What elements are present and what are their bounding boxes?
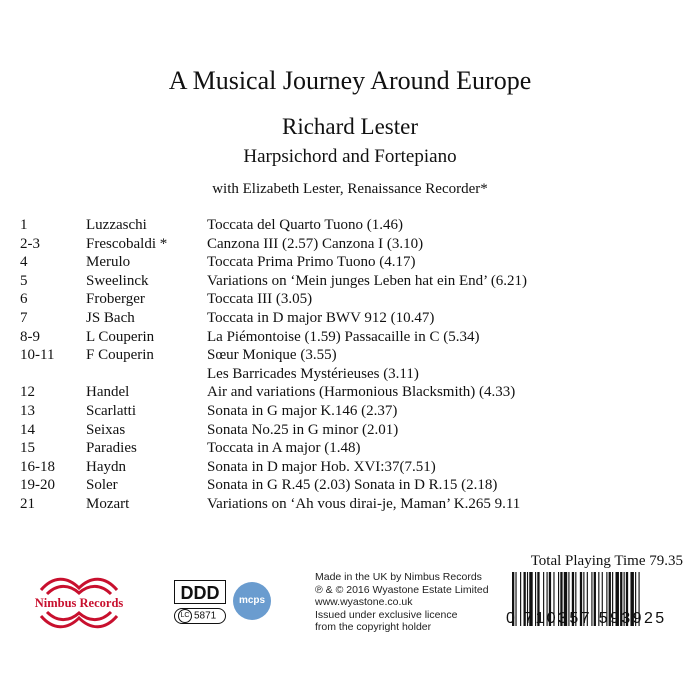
track-number: 4 [20, 254, 28, 271]
track-work: Toccata Prima Primo Tuono (4.17) [207, 254, 416, 271]
info-line: Made in the UK by Nimbus Records [315, 571, 482, 583]
track-row [20, 402, 690, 421]
track-number: 2-3 [20, 235, 40, 252]
track-work: Toccata del Quarto Tuono (1.46) [207, 217, 403, 233]
track-work: Sœur Monique (3.55) [207, 347, 337, 364]
track-number: 10-11 [20, 347, 55, 364]
track-composer: Luzzaschi [86, 217, 147, 233]
info-line: Issued under exclusive licence [315, 608, 458, 621]
track-work: Air and variations (Harmonious Blacksmith) (4.33) [207, 384, 516, 401]
track-row [20, 421, 690, 440]
track-list [20, 216, 690, 514]
logo-text: Nimbus Records [34, 596, 124, 610]
track-row [20, 290, 690, 309]
track-composer: JS Bach [86, 309, 135, 326]
track-work: Variations on ‘Ah vous dirai-je, Maman’ K.265 9.11 [207, 495, 521, 512]
track-row [20, 365, 690, 384]
track-composer: L Couperin [86, 328, 155, 345]
with-credit: with Elizabeth Lester, Renaissance Recorder* [212, 181, 488, 197]
track-row [20, 309, 690, 328]
track-number: 14 [20, 421, 35, 438]
track-work: Sonata in G major K.146 (2.37) [207, 402, 398, 419]
track-number: 21 [20, 495, 35, 512]
track-number: 15 [20, 440, 35, 457]
track-number: 19-20 [20, 477, 55, 494]
track-work: La Piémontoise (1.59) Passacaille in C (5.34) [207, 328, 480, 345]
track-number: 6 [20, 291, 28, 308]
track-work: Toccata in D major BWV 912 (10.47) [207, 309, 435, 326]
track-composer: Mozart [86, 495, 130, 512]
track-number: 7 [20, 309, 28, 326]
track-row [20, 439, 690, 458]
track-composer: Froberger [86, 291, 145, 308]
track-work: Sonata in D major Hob. XVI:37(7.51) [207, 458, 436, 475]
artist-name: Richard Lester [281, 114, 419, 139]
publisher-info [315, 571, 489, 634]
track-row [20, 383, 690, 402]
info-line: from the copyright holder [315, 621, 432, 634]
track-composer: Haydn [86, 458, 126, 475]
album-title: A Musical Journey Around Europe [168, 66, 532, 95]
track-work: Toccata III (3.05) [207, 291, 313, 308]
track-composer: Soler [86, 477, 118, 494]
track-work: Sonata No.25 in G minor (2.01) [207, 421, 399, 438]
track-composer: Handel [86, 384, 130, 401]
label-code [174, 608, 226, 624]
track-work: Canzona III (2.57) Canzona I (3.10) [207, 235, 424, 252]
track-row [20, 495, 690, 514]
ddd-badge: DDD [174, 580, 226, 604]
track-row [20, 328, 690, 347]
instruments: Harpsichord and Fortepiano [243, 146, 457, 167]
lc-mark: LC [178, 609, 192, 623]
track-composer: Merulo [86, 254, 131, 271]
track-work: Variations on ‘Mein junges Leben hat ein End’ (6.21) [207, 272, 528, 289]
track-composer: Paradies [86, 440, 137, 457]
track-composer: Seixas [86, 421, 126, 438]
mcps-logo: mcps [233, 582, 271, 620]
track-number: 1 [20, 217, 28, 233]
track-composer: Scarlatti [86, 402, 136, 419]
track-number: 5 [20, 272, 28, 289]
track-number: 8-9 [20, 328, 40, 345]
lc-number: 5871 [194, 610, 217, 622]
track-number: 13 [20, 402, 35, 419]
track-row [20, 235, 690, 254]
track-composer: Sweelinck [86, 272, 149, 289]
track-number: 12 [20, 384, 35, 401]
track-composer: F Couperin [86, 347, 154, 364]
track-row [20, 458, 690, 477]
track-work: Sonata in G R.45 (2.03) Sonata in D R.15 (2.18) [207, 477, 498, 494]
track-row [20, 272, 690, 291]
barcode-digits: 0 710357 593925 [506, 610, 667, 627]
total-playing-time: Total Playing Time 79.35 [530, 553, 683, 569]
info-line: www.wyastone.co.uk [315, 596, 413, 609]
track-row [20, 346, 690, 365]
track-work: Les Barricades Mystérieuses (3.11) [207, 365, 419, 382]
track-number: 16-18 [20, 458, 55, 475]
track-composer: Frescobaldi * [86, 235, 168, 252]
track-row [20, 253, 690, 272]
track-work: Toccata in A major (1.48) [207, 440, 361, 457]
info-line: ℗ & © 2016 Wyastone Estate Limited [315, 583, 489, 596]
track-row [20, 216, 690, 235]
track-row [20, 476, 690, 495]
nimbus-records-logo [27, 574, 131, 632]
